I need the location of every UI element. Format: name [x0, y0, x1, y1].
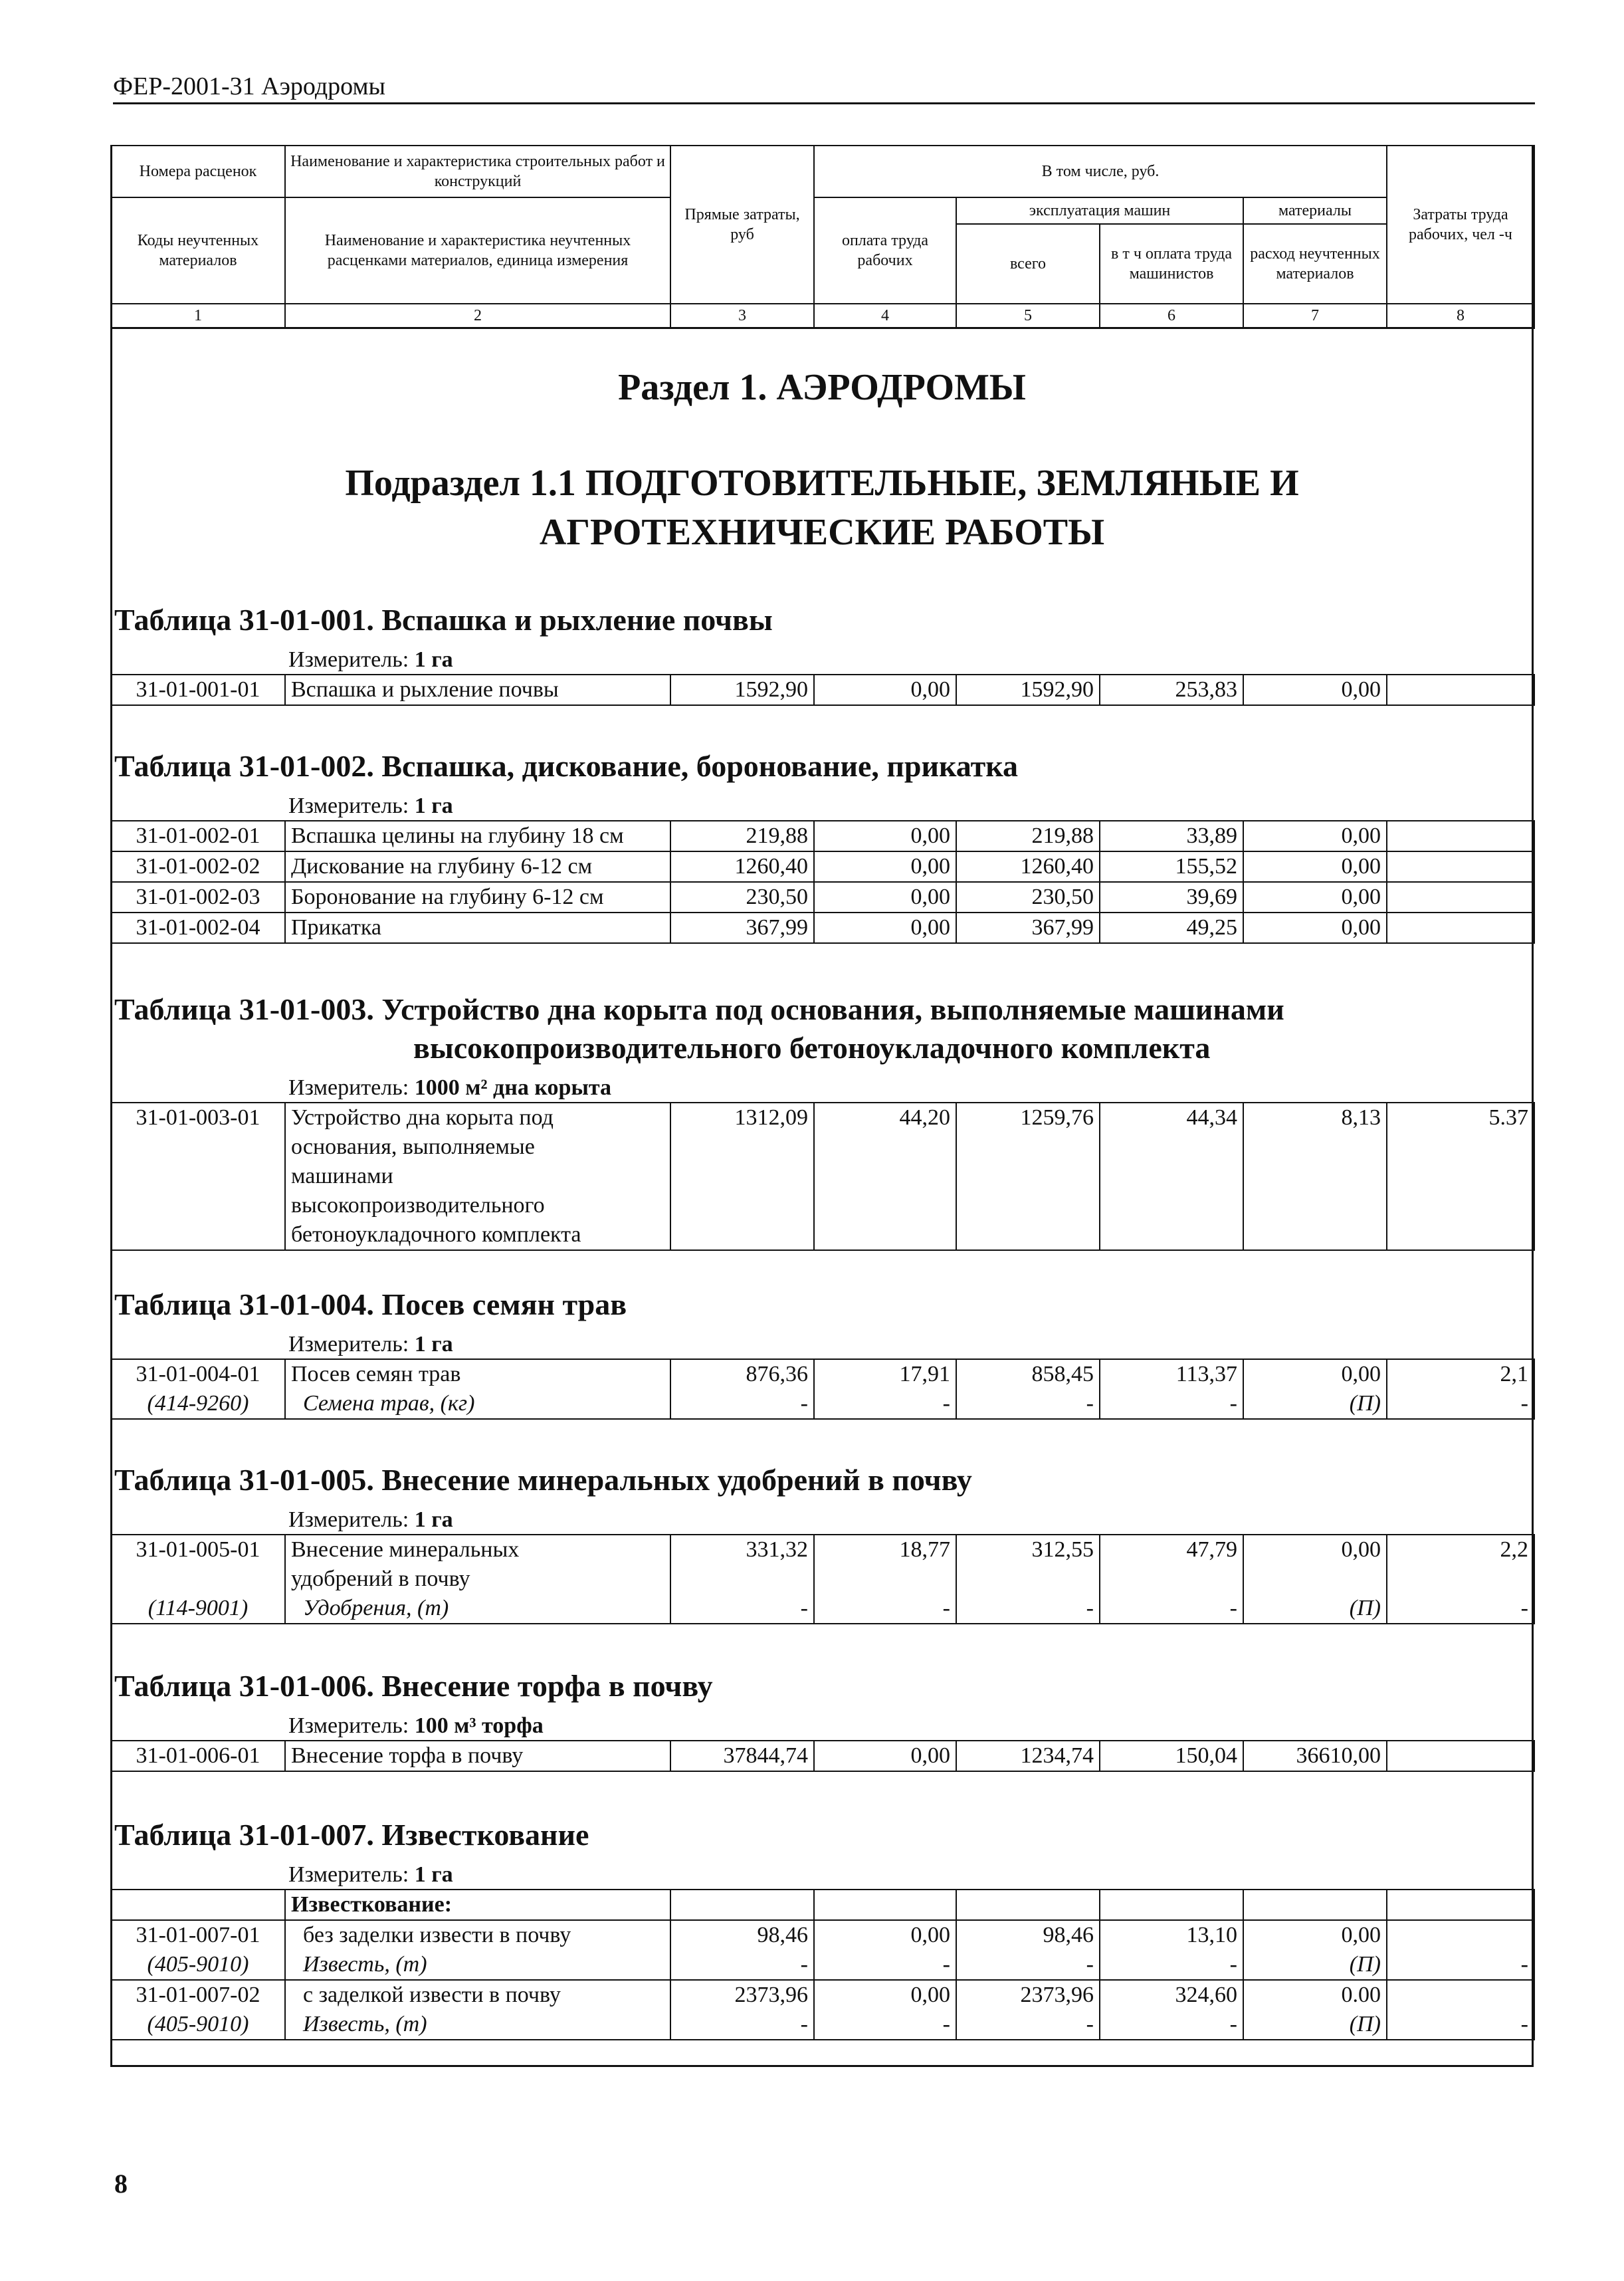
- header-material-codes: Коды неучтенных материалов: [111, 197, 285, 304]
- meter-value: 1 га: [414, 1332, 453, 1357]
- rate-name: без заделки извести в почву: [285, 1920, 670, 1950]
- worker-pay: 0,00: [814, 821, 956, 851]
- subsection-title: [110, 459, 1534, 557]
- machinist-pay: 150,04: [1100, 1741, 1243, 1771]
- column-header-table: [110, 145, 1535, 329]
- materials: (П): [1243, 1389, 1387, 1419]
- table-row: [111, 1741, 1534, 1771]
- meter-label: Измеритель:: [288, 1332, 415, 1357]
- materials: 0,00: [1243, 1920, 1387, 1950]
- machine-total: 312,55: [956, 1535, 1100, 1594]
- labor-hours: [1387, 882, 1534, 913]
- rate-name-line: Устройство дна корыта под: [291, 1105, 554, 1130]
- meter-label: Измеритель:: [288, 794, 415, 818]
- rate-name: [285, 1103, 670, 1250]
- worker-pay: -: [814, 1389, 956, 1419]
- materials: 0,00: [1243, 1535, 1387, 1594]
- worker-pay: 0,00: [814, 675, 956, 705]
- table-31-01-005: [110, 1461, 1534, 1624]
- header-col-number: 5: [956, 304, 1100, 328]
- subsection-title-line: АГРОТЕХНИЧЕСКИЕ РАБОТЫ: [539, 512, 1105, 553]
- meter-value: 1 га: [414, 1507, 453, 1532]
- machinist-pay: 47,79: [1100, 1535, 1243, 1594]
- worker-pay: 0,00: [814, 851, 956, 882]
- labor-hours: [1387, 1980, 1534, 2010]
- direct-costs: 2373,96: [670, 1980, 814, 2010]
- table-31-01-002: [110, 747, 1534, 944]
- machinist-pay: 113,37: [1100, 1359, 1243, 1389]
- machinist-pay: -: [1100, 1950, 1243, 1980]
- machine-total: 2373,96: [956, 1980, 1100, 2010]
- header-unaccounted-materials: расход неучтенных материалов: [1243, 224, 1387, 304]
- materials: 36610,00: [1243, 1741, 1387, 1771]
- material-name: Семена трав, (кг): [285, 1389, 670, 1419]
- table-row: [111, 675, 1534, 705]
- direct-costs: 1312,09: [670, 1103, 814, 1250]
- meter-label: Измеритель:: [288, 647, 415, 672]
- materials: 0,00: [1243, 913, 1387, 943]
- labor-hours: -: [1387, 1389, 1534, 1419]
- materials: (П): [1243, 1950, 1387, 1980]
- table-31-01-001: [110, 601, 1534, 706]
- rate-name: Внесение торфа в почву: [285, 1741, 670, 1771]
- group-row: [111, 1890, 1534, 1920]
- empty-cell: [814, 1890, 956, 1920]
- rate-name: Прикатка: [285, 913, 670, 943]
- material-row: [111, 1389, 1534, 1419]
- meter-value: 1 га: [414, 794, 453, 818]
- header-worker-pay: оплата труда рабочих: [814, 197, 956, 304]
- rate-name: Боронование на глубину 6-12 см: [285, 882, 670, 913]
- rate-name-line: бетоноукладочного комплекта: [291, 1222, 581, 1247]
- meter-label: Измеритель:: [288, 1075, 415, 1100]
- table-row: [111, 1103, 1534, 1250]
- table-row: [111, 882, 1534, 913]
- meter-line: [110, 1712, 1534, 1740]
- rate-code: 31-01-002-01: [111, 821, 285, 851]
- meter-label: Измеритель:: [288, 1507, 415, 1532]
- rate-name-line: основания, выполняемые: [291, 1135, 535, 1159]
- worker-pay: 0,00: [814, 913, 956, 943]
- header-machine-operation: эксплуатация машин: [956, 197, 1243, 224]
- page-number: 8: [114, 2169, 128, 2199]
- material-code: (405-9010): [111, 2010, 285, 2040]
- subsection-title-line: Подраздел 1.1 ПОДГОТОВИТЕЛЬНЫЕ, ЗЕМЛЯНЫЕ И: [345, 463, 1299, 504]
- meter-line: [110, 1331, 1534, 1358]
- machine-total: 1259,76: [956, 1103, 1100, 1250]
- worker-pay: -: [814, 1950, 956, 1980]
- material-name: Известь, (т): [285, 1950, 670, 1980]
- rate-code: 31-01-002-04: [111, 913, 285, 943]
- table-row: [111, 913, 1534, 943]
- table-title: Таблица 31-01-005. Внесение минеральных удобрений в почву: [114, 1463, 972, 1497]
- materials: (П): [1243, 1594, 1387, 1624]
- direct-costs: 219,88: [670, 821, 814, 851]
- material-row: [111, 1594, 1534, 1624]
- worker-pay: 0,00: [814, 1741, 956, 1771]
- rates-table: [110, 674, 1535, 706]
- table-row: [111, 851, 1534, 882]
- worker-pay: 0,00: [814, 1920, 956, 1950]
- machinist-pay: 49,25: [1100, 913, 1243, 943]
- machinist-pay: -: [1100, 1389, 1243, 1419]
- rate-name: Посев семян трав: [285, 1359, 670, 1389]
- machinist-pay: 324,60: [1100, 1980, 1243, 2010]
- header-material-name: Наименование и характеристика неучтенных расценками материалов, единица измерения: [285, 197, 670, 304]
- material-name: Известь, (т): [285, 2010, 670, 2040]
- table-title: Таблица 31-01-002. Вспашка, дискование, боронование, прикатка: [114, 749, 1019, 783]
- labor-hours: 5.37: [1387, 1103, 1534, 1250]
- meter-label: Измеритель:: [288, 1862, 415, 1887]
- empty-cell: [111, 1890, 285, 1920]
- labor-hours: 2,2: [1387, 1535, 1534, 1594]
- table-title: Таблица 31-01-007. Известкование: [114, 1818, 589, 1852]
- rate-name-line: высокопроизводительного: [291, 1193, 545, 1218]
- labor-hours: [1387, 675, 1534, 705]
- material-row: [111, 1950, 1534, 1980]
- group-label: Известкование:: [285, 1890, 670, 1920]
- machine-total: 1234,74: [956, 1741, 1100, 1771]
- table-title-continued: высокопроизводительного бетоноукладочного комплекта: [413, 1031, 1211, 1065]
- materials: 0,00: [1243, 851, 1387, 882]
- rate-name: [285, 1535, 670, 1594]
- meter-line: [110, 646, 1534, 674]
- rate-name-line: Внесение минеральных: [291, 1537, 520, 1562]
- rate-name: Вспашка целины на глубину 18 см: [285, 821, 670, 851]
- direct-costs: 1592,90: [670, 675, 814, 705]
- direct-costs: 367,99: [670, 913, 814, 943]
- direct-costs: 1260,40: [670, 851, 814, 882]
- table-title: Таблица 31-01-001. Вспашка и рыхление почвы: [114, 603, 773, 637]
- header-rate-numbers: Номера расценок: [111, 146, 285, 197]
- machine-total: -: [956, 1389, 1100, 1419]
- table-row: [111, 821, 1534, 851]
- table-title: Таблица 31-01-006. Внесение торфа в почву: [114, 1669, 713, 1703]
- worker-pay: 0,00: [814, 882, 956, 913]
- machine-total: 858,45: [956, 1359, 1100, 1389]
- direct-costs: 331,32: [670, 1535, 814, 1594]
- empty-cell: [956, 1890, 1100, 1920]
- labor-hours: -: [1387, 1950, 1534, 1980]
- labor-hours: [1387, 821, 1534, 851]
- material-name: Удобрения, (т): [285, 1594, 670, 1624]
- header-machine-total: всего: [956, 224, 1100, 304]
- material-row: [111, 2010, 1534, 2040]
- machine-total: -: [956, 2010, 1100, 2040]
- machine-total: -: [956, 1950, 1100, 1980]
- materials: 0,00: [1243, 821, 1387, 851]
- machine-total: 230,50: [956, 882, 1100, 913]
- rate-code: 31-01-006-01: [111, 1741, 285, 1771]
- machinist-pay: 155,52: [1100, 851, 1243, 882]
- meter-line: [110, 1074, 1534, 1102]
- direct-costs: -: [670, 2010, 814, 2040]
- machine-total: 367,99: [956, 913, 1100, 943]
- table-31-01-003: [110, 990, 1534, 1251]
- rates-table: [110, 1534, 1535, 1624]
- worker-pay: -: [814, 2010, 956, 2040]
- materials: 0.00: [1243, 1980, 1387, 2010]
- meter-line: [110, 792, 1534, 820]
- rate-code: 31-01-002-02: [111, 851, 285, 882]
- machinist-pay: 39,69: [1100, 882, 1243, 913]
- labor-hours: [1387, 1741, 1534, 1771]
- header-col-number: 2: [285, 304, 670, 328]
- table-31-01-006: [110, 1667, 1534, 1772]
- labor-hours: -: [1387, 1594, 1534, 1624]
- machine-total: 1592,90: [956, 675, 1100, 705]
- materials: 8,13: [1243, 1103, 1387, 1250]
- machinist-pay: 253,83: [1100, 675, 1243, 705]
- table-row: [111, 1980, 1534, 2010]
- rate-name: Дискование на глубину 6-12 см: [285, 851, 670, 882]
- machinist-pay: -: [1100, 2010, 1243, 2040]
- worker-pay: 0,00: [814, 1980, 956, 2010]
- material-code: (405-9010): [111, 1950, 285, 1980]
- header-work-name: Наименование и характеристика строительных работ и конструкций: [285, 146, 670, 197]
- rate-name-line: удобрений в почву: [291, 1567, 470, 1591]
- document-header: ФЕР-2001-31 Аэродромы: [113, 72, 1535, 104]
- direct-costs: 37844,74: [670, 1741, 814, 1771]
- header-direct-costs: Прямые затраты, руб: [670, 146, 814, 304]
- material-code: (414-9260): [111, 1389, 285, 1419]
- meter-line: [110, 1861, 1534, 1889]
- rate-code: 31-01-005-01: [111, 1535, 285, 1594]
- header-col-number: 7: [1243, 304, 1387, 328]
- machinist-pay: 44,34: [1100, 1103, 1243, 1250]
- meter-line: [110, 1506, 1534, 1534]
- machinist-pay: 33,89: [1100, 821, 1243, 851]
- header-materials: материалы: [1243, 197, 1387, 224]
- direct-costs: -: [670, 1594, 814, 1624]
- machine-total: -: [956, 1594, 1100, 1624]
- direct-costs: 98,46: [670, 1920, 814, 1950]
- materials: (П): [1243, 2010, 1387, 2040]
- meter-value: 100 м³ торфа: [414, 1713, 544, 1738]
- meter-value: 1 га: [414, 1862, 453, 1887]
- header-col-number: 8: [1387, 304, 1534, 328]
- rate-code: 31-01-004-01: [111, 1359, 285, 1389]
- rate-code: 31-01-007-02: [111, 1980, 285, 2010]
- rate-name: Вспашка и рыхление почвы: [285, 675, 670, 705]
- rate-code: 31-01-001-01: [111, 675, 285, 705]
- machinist-pay: 13,10: [1100, 1920, 1243, 1950]
- section-title: Раздел 1. АЭРОДРОМЫ: [618, 367, 1026, 408]
- rates-table: [110, 1889, 1535, 2040]
- rate-code: 31-01-002-03: [111, 882, 285, 913]
- table-row: [111, 1359, 1534, 1389]
- labor-hours: -: [1387, 2010, 1534, 2040]
- worker-pay: 18,77: [814, 1535, 956, 1594]
- table-title: Таблица 31-01-003. Устройство дна корыта под основания, выполняемые машинами: [114, 992, 1284, 1026]
- materials: 0,00: [1243, 882, 1387, 913]
- machinist-pay: -: [1100, 1594, 1243, 1624]
- meter-label: Измеритель:: [288, 1713, 415, 1738]
- empty-cell: [670, 1890, 814, 1920]
- header-col-number: 1: [111, 304, 285, 328]
- materials: 0,00: [1243, 675, 1387, 705]
- direct-costs: -: [670, 1950, 814, 1980]
- header-in-total: В том числе, руб.: [814, 146, 1387, 197]
- header-labor-hours: Затраты труда рабочих, чел -ч: [1387, 146, 1534, 304]
- worker-pay: 17,91: [814, 1359, 956, 1389]
- rate-name-line: машинами: [291, 1164, 393, 1188]
- rate-name: с заделкой извести в почву: [285, 1980, 670, 2010]
- rate-code: 31-01-007-01: [111, 1920, 285, 1950]
- materials: 0,00: [1243, 1359, 1387, 1389]
- meter-value: 1000 м² дна корыта: [414, 1075, 612, 1100]
- labor-hours: [1387, 851, 1534, 882]
- rates-table: [110, 1102, 1535, 1251]
- table-31-01-007: [110, 1816, 1534, 2040]
- header-machinist-pay: в т ч оплата труда машинистов: [1100, 224, 1243, 304]
- worker-pay: -: [814, 1594, 956, 1624]
- empty-cell: [1100, 1890, 1243, 1920]
- rates-table: [110, 820, 1535, 944]
- machine-total: 98,46: [956, 1920, 1100, 1950]
- labor-hours: [1387, 913, 1534, 943]
- material-code: (114-9001): [111, 1594, 285, 1624]
- empty-cell: [1243, 1890, 1387, 1920]
- meter-value: 1 га: [414, 647, 453, 672]
- table-31-01-004: [110, 1285, 1534, 1420]
- header-col-number: 3: [670, 304, 814, 328]
- table-row: [111, 1920, 1534, 1950]
- table-row: [111, 1535, 1534, 1594]
- machine-total: 1260,40: [956, 851, 1100, 882]
- direct-costs: -: [670, 1389, 814, 1419]
- header-col-number: 6: [1100, 304, 1243, 328]
- worker-pay: 44,20: [814, 1103, 956, 1250]
- rate-code: 31-01-003-01: [111, 1103, 285, 1250]
- labor-hours: [1387, 1920, 1534, 1950]
- empty-cell: [1387, 1890, 1534, 1920]
- rates-table: [110, 1740, 1535, 1772]
- header-col-number: 4: [814, 304, 956, 328]
- direct-costs: 230,50: [670, 882, 814, 913]
- labor-hours: 2,1: [1387, 1359, 1534, 1389]
- table-title: Таблица 31-01-004. Посев семян трав: [114, 1287, 627, 1321]
- direct-costs: 876,36: [670, 1359, 814, 1389]
- machine-total: 219,88: [956, 821, 1100, 851]
- rates-table: [110, 1358, 1535, 1420]
